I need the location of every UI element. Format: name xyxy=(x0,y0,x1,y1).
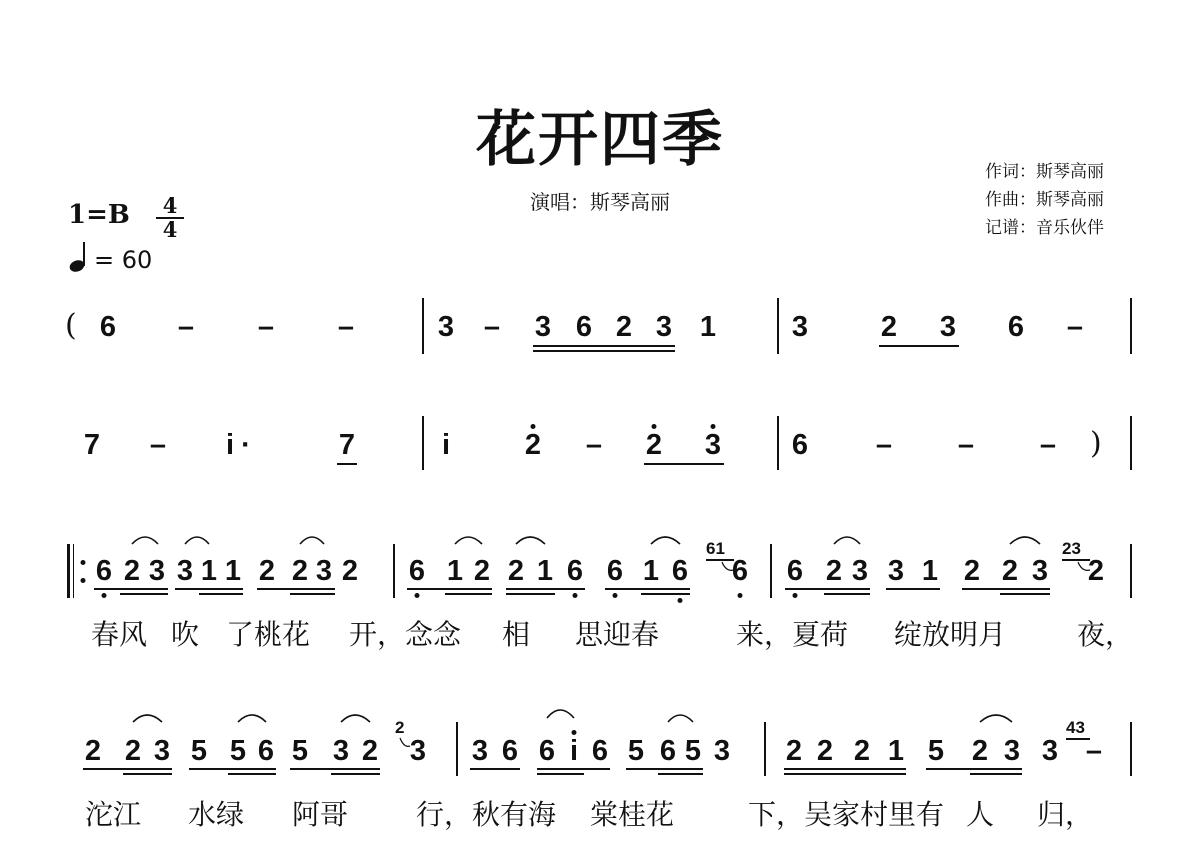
dash: – xyxy=(337,311,355,343)
grace-note: 61 xyxy=(706,539,725,558)
note: 6 xyxy=(606,555,624,587)
open-paren: ( xyxy=(65,308,77,343)
slur xyxy=(132,537,158,544)
note: 3 xyxy=(148,555,166,587)
note: 3 xyxy=(176,555,194,587)
note: 3 xyxy=(713,735,731,767)
note: 2 xyxy=(473,555,491,587)
composer-credit: 作曲：斯琴高丽 xyxy=(985,190,1104,210)
note: 2 xyxy=(615,311,633,343)
note: 2 xyxy=(524,429,542,461)
dash: – xyxy=(585,429,603,461)
note: 3 xyxy=(1031,555,1049,587)
note: 5 xyxy=(684,735,702,767)
dash: – xyxy=(483,311,501,343)
note: i xyxy=(225,429,235,461)
note: 3 xyxy=(939,311,957,343)
slur xyxy=(341,715,370,722)
note: 3 xyxy=(655,311,673,343)
note: 1 xyxy=(446,555,464,587)
note: i xyxy=(569,735,579,767)
note: 6 xyxy=(1007,311,1025,343)
note: 6 xyxy=(731,555,749,587)
note: 3 xyxy=(704,429,722,461)
note: 6 xyxy=(591,735,609,767)
note: 7 xyxy=(83,429,101,461)
lyric: 阿哥 xyxy=(291,798,349,831)
note: 2 xyxy=(880,311,898,343)
note: 3 xyxy=(471,735,489,767)
key-signature: 1=B xyxy=(68,200,130,230)
note: 2 xyxy=(507,555,525,587)
close-paren: ) xyxy=(1090,426,1102,461)
dash: – xyxy=(1085,735,1103,767)
lyric: 春风 xyxy=(90,618,148,651)
slur xyxy=(834,537,860,544)
slur xyxy=(668,715,693,722)
note: 2 xyxy=(1087,555,1105,587)
note: 5 xyxy=(190,735,208,767)
note: 6 xyxy=(408,555,426,587)
note: 5 xyxy=(229,735,247,767)
lyric: 了桃花 xyxy=(225,618,311,651)
note: 3 xyxy=(409,735,427,767)
note: 1 xyxy=(536,555,554,587)
note: 2 xyxy=(361,735,379,767)
note: 3 xyxy=(887,555,905,587)
grace-slur xyxy=(400,738,410,746)
time-signature-bottom: 4 xyxy=(162,217,178,242)
slur xyxy=(455,537,482,544)
lyric: 开，念念 xyxy=(348,618,462,651)
note: 3 xyxy=(851,555,869,587)
note: 3 xyxy=(315,555,333,587)
dash: – xyxy=(257,311,275,343)
tempo-value: = 60 xyxy=(94,246,153,274)
note: 3 xyxy=(1041,735,1059,767)
slur xyxy=(133,715,162,722)
note: 2 xyxy=(785,735,803,767)
note: 3 xyxy=(534,311,552,343)
grace-slur xyxy=(1078,562,1090,570)
lyric: 棠桂花 xyxy=(589,798,675,831)
note: 2 xyxy=(291,555,309,587)
grace-note: 23 xyxy=(1062,539,1081,558)
note: 1 xyxy=(224,555,242,587)
note: 3 xyxy=(332,735,350,767)
dash: – xyxy=(1039,429,1057,461)
slur xyxy=(185,537,209,544)
grace-note: 43 xyxy=(1066,718,1085,737)
note: 2 xyxy=(124,735,142,767)
lyricist-credit: 作词：斯琴高丽 xyxy=(985,162,1104,182)
note: 2 xyxy=(816,735,834,767)
note: 2 xyxy=(84,735,102,767)
lyric: 归， xyxy=(1036,798,1094,831)
dash: – xyxy=(149,429,167,461)
note: 1 xyxy=(200,555,218,587)
lyric: 行，秋有海 xyxy=(415,798,557,831)
lyric: 相 xyxy=(501,618,531,651)
lyric: 沱江 xyxy=(84,798,142,831)
note: i xyxy=(441,429,451,461)
note: 1 xyxy=(887,735,905,767)
note: 6 xyxy=(99,311,117,343)
note: 5 xyxy=(627,735,645,767)
dash: – xyxy=(177,311,195,343)
grace-slur xyxy=(722,562,734,570)
lyric: 吹 xyxy=(170,618,200,651)
slur xyxy=(238,715,266,722)
note: 3 xyxy=(1003,735,1021,767)
lyric: 绽放明月 xyxy=(893,618,1007,651)
note: 3 xyxy=(437,311,455,343)
singer-credit: 演唱：斯琴高丽 xyxy=(530,190,670,214)
lyric: 下，吴家村里有 xyxy=(747,798,945,831)
note: 2 xyxy=(341,555,359,587)
note: 6 xyxy=(501,735,519,767)
slur xyxy=(547,710,574,718)
note: 2 xyxy=(123,555,141,587)
slur xyxy=(516,537,545,544)
time-signature-top: 4 xyxy=(162,193,178,218)
note: 6 xyxy=(671,555,689,587)
slur xyxy=(1010,537,1040,544)
note: 5 xyxy=(927,735,945,767)
note: 1 xyxy=(699,311,717,343)
slur xyxy=(980,715,1012,722)
note: 3 xyxy=(791,311,809,343)
lyric: 人 xyxy=(965,798,995,831)
grace-note: 2 xyxy=(395,718,405,737)
dash: – xyxy=(875,429,893,461)
dot-augment: · xyxy=(241,429,251,461)
note: 6 xyxy=(95,555,113,587)
dash: – xyxy=(957,429,975,461)
note: 1 xyxy=(921,555,939,587)
note: 2 xyxy=(645,429,663,461)
note: 7 xyxy=(338,429,356,461)
note: 2 xyxy=(963,555,981,587)
note: 2 xyxy=(258,555,276,587)
dash: – xyxy=(1066,311,1084,343)
note: 6 xyxy=(791,429,809,461)
lyric: 夜， xyxy=(1076,618,1134,651)
note: 5 xyxy=(291,735,309,767)
lyric: 水绿 xyxy=(187,798,245,831)
song-title: 花开四季 xyxy=(476,105,724,175)
note: 2 xyxy=(971,735,989,767)
note: 3 xyxy=(153,735,171,767)
lyric: 思迎春 xyxy=(574,618,660,651)
note: 6 xyxy=(786,555,804,587)
note: 2 xyxy=(1001,555,1019,587)
transcriber-credit: 记谱：音乐伙伴 xyxy=(985,218,1104,238)
lyric: 来，夏荷 xyxy=(735,618,849,651)
slur xyxy=(651,537,680,544)
note: 2 xyxy=(853,735,871,767)
note: 6 xyxy=(659,735,677,767)
note: 6 xyxy=(257,735,275,767)
note: 2 xyxy=(825,555,843,587)
note: 6 xyxy=(575,311,593,343)
note: 6 xyxy=(538,735,556,767)
slur xyxy=(300,537,324,544)
note: 1 xyxy=(642,555,660,587)
note: 6 xyxy=(566,555,584,587)
